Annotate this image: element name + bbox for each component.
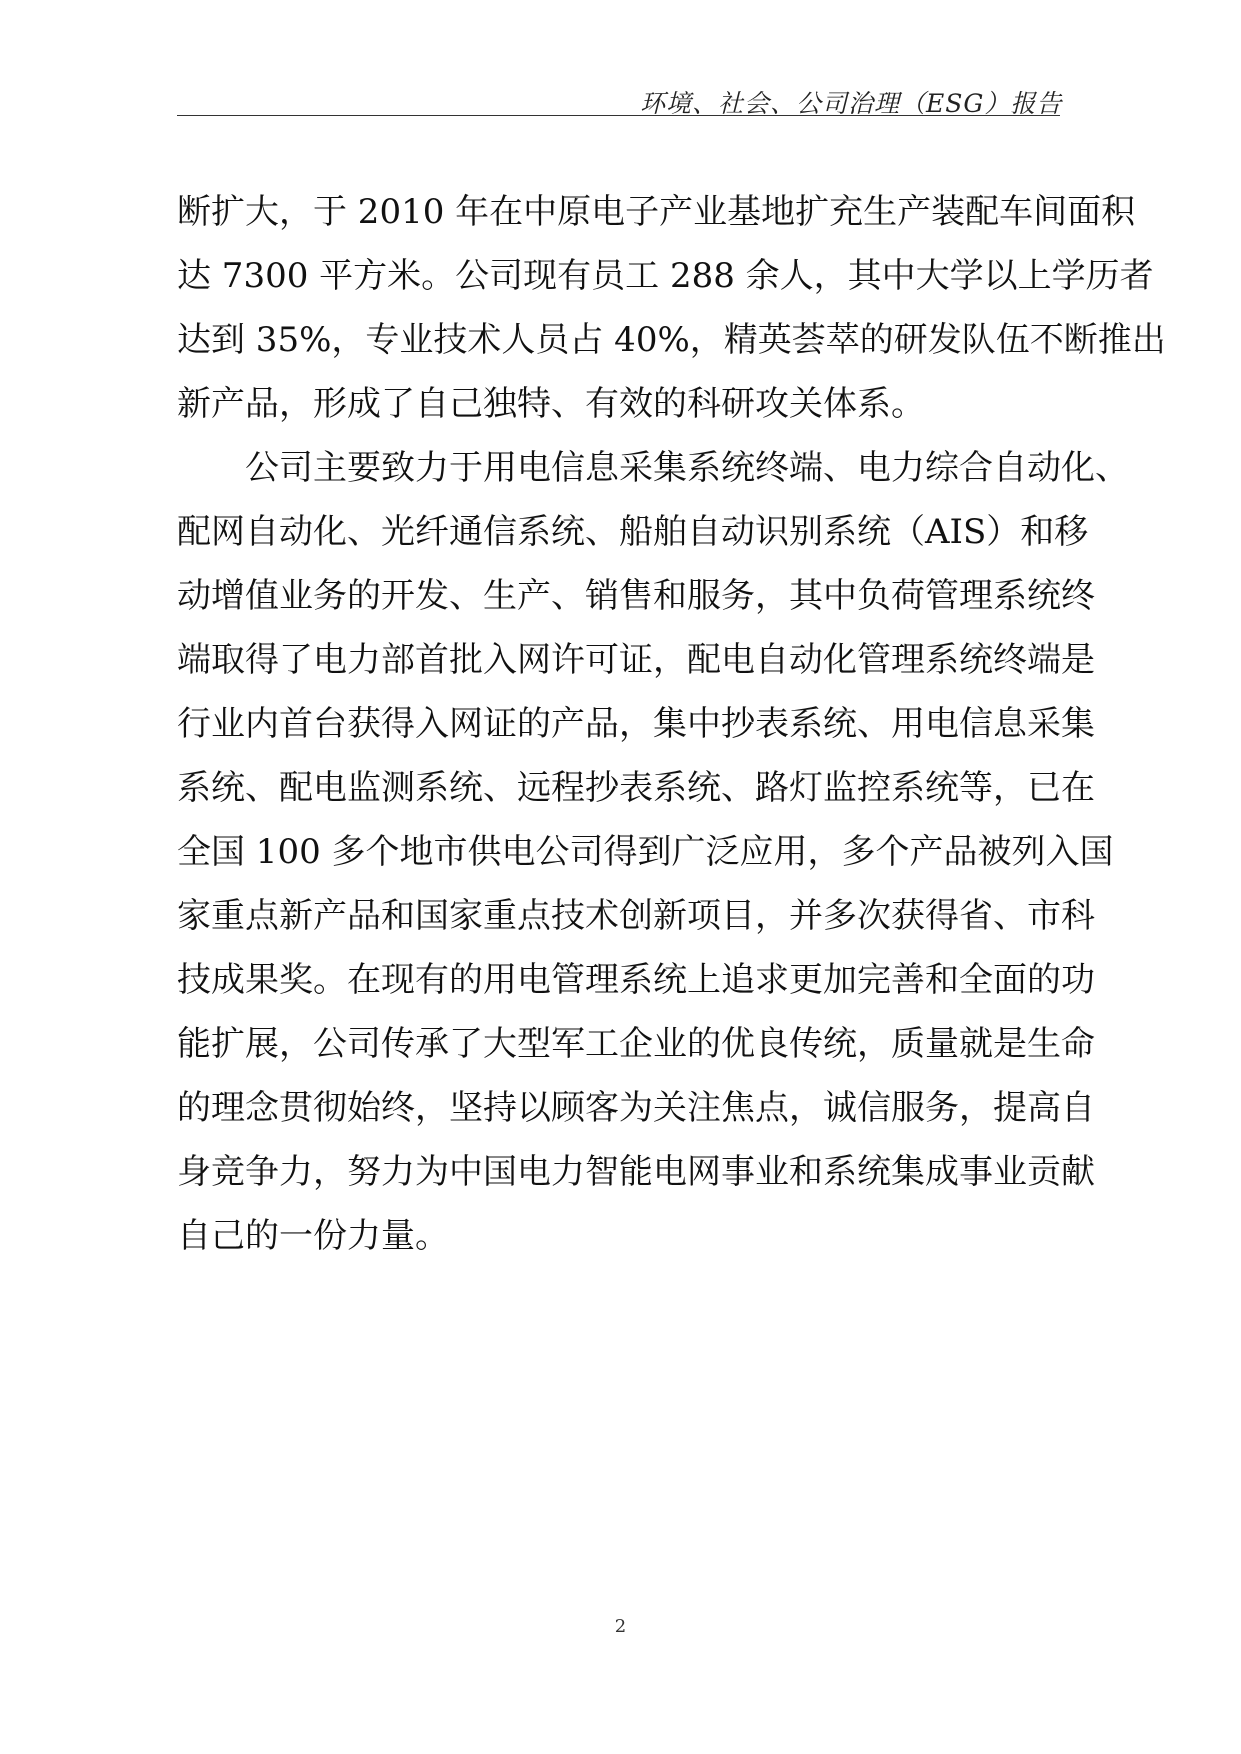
text-line: 端取得了电力部首批入网许可证，配电自动化管理系统终端是: [177, 640, 1095, 680]
text-line: 达 7300 平方米。公司现有员工 288 余人，其中大学以上学历者: [177, 256, 1154, 296]
text-line: 技成果奖。在现有的用电管理系统上追求更加完善和全面的功: [177, 960, 1095, 1000]
body-text: [177, 180, 1166, 1268]
text-line: 新产品，形成了自己独特、有效的科研攻关体系。: [177, 384, 925, 424]
text-line: 自己的一份力量。: [177, 1216, 449, 1256]
text-line: 能扩展，公司传承了大型军工企业的优良传统，质量就是生命: [177, 1024, 1095, 1064]
running-header: 环境、社会、公司治理（ESG）报告: [640, 89, 1063, 118]
header-divider: [177, 115, 1060, 116]
text-line: 系统、配电监测系统、远程抄表系统、路灯监控系统等，已在: [177, 768, 1095, 808]
text-line: 动增值业务的开发、生产、销售和服务，其中负荷管理系统终: [177, 576, 1095, 616]
text-line: 配网自动化、光纤通信系统、船舶自动识别系统（AIS）和移: [177, 512, 1089, 552]
text-line: 公司主要致力于用电信息采集系统终端、电力综合自动化、: [177, 448, 1129, 488]
text-line: 的理念贯彻始终，坚持以顾客为关注焦点，诚信服务，提高自: [177, 1088, 1095, 1128]
text-line: 家重点新产品和国家重点技术创新项目，并多次获得省、市科: [177, 896, 1095, 936]
text-line: 行业内首台获得入网证的产品，集中抄表系统、用电信息采集: [177, 704, 1095, 744]
text-line: 达到 35%，专业技术人员占 40%，精英荟萃的研发队伍不断推出: [177, 320, 1166, 360]
text-line: 断扩大，于 2010 年在中原电子产业基地扩充生产装配车间面积: [177, 192, 1136, 232]
text-line: 全国 100 多个地市供电公司得到广泛应用，多个产品被列入国: [177, 832, 1114, 872]
text-line: 身竞争力，努力为中国电力智能电网事业和系统集成事业贡献: [177, 1152, 1095, 1192]
page-number: 2: [614, 1616, 627, 1637]
